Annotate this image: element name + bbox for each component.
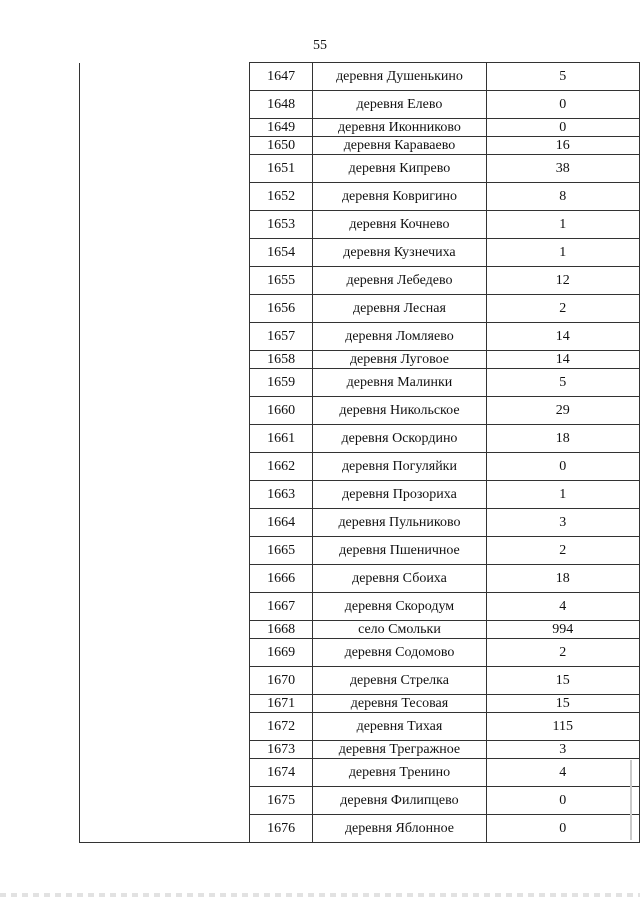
value-cell: 2: [486, 295, 639, 323]
value-cell: 1: [486, 211, 639, 239]
value-cell: 1: [486, 481, 639, 509]
value-cell: 2: [486, 639, 639, 667]
value-cell: 0: [486, 453, 639, 481]
row-number-cell: 1652: [249, 183, 313, 211]
settlement-name-cell: деревня Тихая: [313, 713, 486, 741]
scan-edge-mark: [630, 760, 632, 840]
row-number-cell: 1666: [249, 565, 313, 593]
value-cell: 0: [486, 91, 639, 119]
value-cell: 0: [486, 815, 639, 843]
settlement-name-cell: деревня Сбоиха: [313, 565, 486, 593]
row-number-cell: 1663: [249, 481, 313, 509]
settlement-name-cell: деревня Кузнечиха: [313, 239, 486, 267]
scan-artifact: [0, 893, 640, 897]
row-number-cell: 1669: [249, 639, 313, 667]
value-cell: 14: [486, 323, 639, 351]
row-number-cell: 1673: [249, 741, 313, 759]
row-number-cell: 1648: [249, 91, 313, 119]
value-cell: 115: [486, 713, 639, 741]
row-number-cell: 1649: [249, 119, 313, 137]
row-number-cell: 1647: [249, 63, 313, 91]
row-number-cell: 1674: [249, 759, 313, 787]
settlement-name-cell: деревня Погуляйки: [313, 453, 486, 481]
table-body: [80, 63, 640, 843]
settlement-name-cell: деревня Кипрево: [313, 155, 486, 183]
page-number: 55: [313, 38, 327, 53]
value-cell: 5: [486, 63, 639, 91]
row-number-cell: 1657: [249, 323, 313, 351]
value-cell: 0: [486, 787, 639, 815]
value-cell: 2: [486, 537, 639, 565]
value-cell: 15: [486, 695, 639, 713]
value-cell: 18: [486, 565, 639, 593]
value-cell: 0: [486, 119, 639, 137]
row-number-cell: 1656: [249, 295, 313, 323]
row-number-cell: 1660: [249, 397, 313, 425]
settlement-name-cell: деревня Ковригино: [313, 183, 486, 211]
row-number-cell: 1653: [249, 211, 313, 239]
settlement-name-cell: деревня Трегражное: [313, 741, 486, 759]
row-number-cell: 1662: [249, 453, 313, 481]
settlement-name-cell: деревня Елево: [313, 91, 486, 119]
settlement-name-cell: деревня Никольское: [313, 397, 486, 425]
value-cell: 5: [486, 369, 639, 397]
row-number-cell: 1661: [249, 425, 313, 453]
settlement-name-cell: деревня Тесовая: [313, 695, 486, 713]
settlement-name-cell: деревня Тренино: [313, 759, 486, 787]
table-row: [80, 63, 640, 91]
settlement-name-cell: деревня Пшеничное: [313, 537, 486, 565]
row-number-cell: 1664: [249, 509, 313, 537]
value-cell: 14: [486, 351, 639, 369]
value-cell: 4: [486, 593, 639, 621]
settlement-name-cell: деревня Малинки: [313, 369, 486, 397]
settlement-name-cell: деревня Стрелка: [313, 667, 486, 695]
row-number-cell: 1667: [249, 593, 313, 621]
row-number-cell: 1650: [249, 137, 313, 155]
value-cell: 16: [486, 137, 639, 155]
settlement-name-cell: деревня Прозориха: [313, 481, 486, 509]
settlement-name-cell: деревня Оскордино: [313, 425, 486, 453]
row-number-cell: 1670: [249, 667, 313, 695]
value-cell: 4: [486, 759, 639, 787]
row-number-cell: 1659: [249, 369, 313, 397]
settlement-name-cell: деревня Душенькино: [313, 63, 486, 91]
row-number-cell: 1651: [249, 155, 313, 183]
row-number-cell: 1672: [249, 713, 313, 741]
settlement-name-cell: деревня Пульниково: [313, 509, 486, 537]
row-number-cell: 1655: [249, 267, 313, 295]
settlement-name-cell: деревня Караваево: [313, 137, 486, 155]
value-cell: 1: [486, 239, 639, 267]
value-cell: 994: [486, 621, 639, 639]
value-cell: 38: [486, 155, 639, 183]
value-cell: 18: [486, 425, 639, 453]
row-number-cell: 1676: [249, 815, 313, 843]
value-cell: 12: [486, 267, 639, 295]
row-number-cell: 1671: [249, 695, 313, 713]
settlement-name-cell: деревня Яблонное: [313, 815, 486, 843]
row-number-cell: 1675: [249, 787, 313, 815]
settlement-name-cell: деревня Кочнево: [313, 211, 486, 239]
settlements-table: [79, 62, 640, 843]
settlement-name-cell: деревня Филипцево: [313, 787, 486, 815]
settlement-name-cell: деревня Иконниково: [313, 119, 486, 137]
value-cell: 29: [486, 397, 639, 425]
settlement-name-cell: деревня Скородум: [313, 593, 486, 621]
row-number-cell: 1654: [249, 239, 313, 267]
settlement-name-cell: село Смольки: [313, 621, 486, 639]
row-number-cell: 1658: [249, 351, 313, 369]
value-cell: 3: [486, 741, 639, 759]
settlement-name-cell: деревня Содомово: [313, 639, 486, 667]
settlement-name-cell: деревня Луговое: [313, 351, 486, 369]
blank-column-cell: [80, 63, 250, 843]
settlement-name-cell: деревня Лебедево: [313, 267, 486, 295]
row-number-cell: 1668: [249, 621, 313, 639]
value-cell: 3: [486, 509, 639, 537]
row-number-cell: 1665: [249, 537, 313, 565]
value-cell: 15: [486, 667, 639, 695]
settlement-name-cell: деревня Лесная: [313, 295, 486, 323]
value-cell: 8: [486, 183, 639, 211]
settlement-name-cell: деревня Ломляево: [313, 323, 486, 351]
